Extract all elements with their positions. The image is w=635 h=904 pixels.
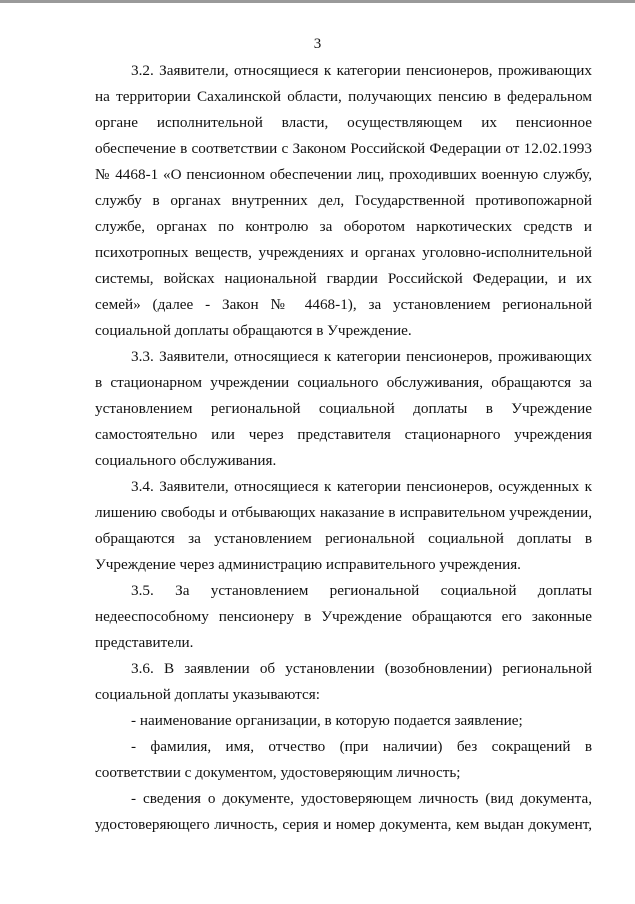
paragraph-3-4: 3.4. Заявители, относящиеся к категории пенсионеров, осужденных к лишению свободы и отбывающих наказание в исправительном учреждении, обращаются за установлением региональной социальной доплаты в Учреждение через администрацию исправительного учреждения. [95, 478, 592, 573]
document-body [95, 58, 592, 838]
list-item-identity-document: - сведения о документе, удостоверяющем личность (вид документа, удостоверяющего личность, серия и номер документа, кем выдан документ, [95, 790, 592, 833]
paragraph-3-3: 3.3. Заявители, относящиеся к категории пенсионеров, проживающих в стационарном учреждении социального обслуживания, обращаются за установлением региональной социальной доплаты в Учреждение самостоятельно или через представителя стационарного учреждения социального обслуживания. [95, 348, 592, 469]
paragraph-3-2: 3.2. Заявители, относящиеся к категории пенсионеров, проживающих на территории Сахалинской области, получающих пенсию в федеральном органе исполнительной власти, осуществляющем их пенсионное обеспечение в соответствии с Законом Российской Федерации от 12.02.1993 № 4468-1 «О пенсионном обеспечении лиц, проходивших военную службу, службу в органах внутренних дел, Государственной противопожарной службе, органах по контролю за оборотом наркотических средств и психотропных веществ, учреждениях и органах уголовно-исполнительной системы, войсках национальной гвардии Российской Федерации, и их семей» (далее - Закон № 4468-1), за установлением региональной социальной доплаты обращаются в Учреждение. [95, 62, 592, 339]
page-top-edge [0, 0, 635, 3]
list-item-full-name: - фамилия, имя, отчество (при наличии) без сокращений в соответствии с документом, удостоверяющим личность; [95, 738, 592, 781]
paragraph-3-5: 3.5. За установлением региональной социальной доплаты недееспособному пенсионеру в Учреждение обращаются его законные представители. [95, 582, 592, 651]
page-number: 3 [313, 36, 322, 52]
paragraph-3-6: 3.6. В заявлении об установлении (возобновлении) региональной социальной доплаты указываются: [95, 660, 592, 703]
list-item-organization: - наименование организации, в которую подается заявление; [131, 712, 523, 729]
